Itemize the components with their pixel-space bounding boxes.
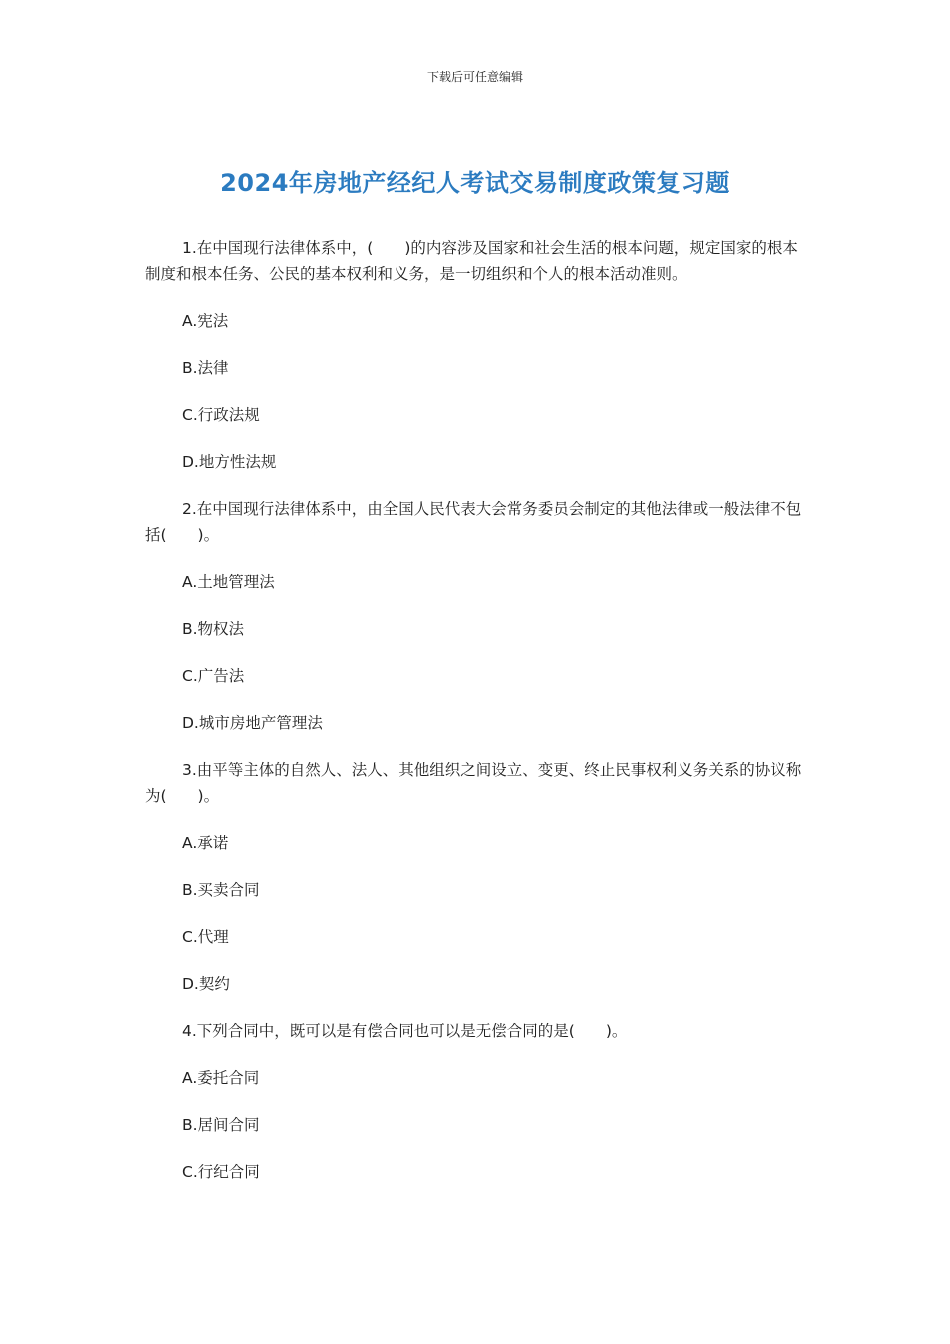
question-3-option-c: C.代理 bbox=[182, 928, 229, 946]
question-1-option-c: C.行政法规 bbox=[182, 406, 260, 424]
question-2: 2.在中国现行法律体系中，由全国人民代表大会常务委员会制定的其他法律或一般法律不包括( )。 bbox=[145, 500, 802, 544]
question-3-option-b: B.买卖合同 bbox=[182, 881, 260, 899]
question-3: 3.由平等主体的自然人、法人、其他组织之间设立、变更、终止民事权利义务关系的协议称为( )。 bbox=[145, 761, 802, 805]
question-1-option-d: D.地方性法规 bbox=[182, 453, 277, 471]
question-2-option-b: B.物权法 bbox=[182, 620, 245, 638]
question-1: 1.在中国现行法律体系中，( )的内容涉及国家和社会生活的根本问题，规定国家的根本制度和根本任务、公民的基本权利和义务，是一切组织和个人的根本活动准则。 bbox=[145, 239, 798, 283]
question-1-option-a: A.宪法 bbox=[182, 312, 229, 330]
question-3-option-a: A.承诺 bbox=[182, 834, 229, 852]
question-1-option-b: B.法律 bbox=[182, 359, 229, 377]
question-2-option-d: D.城市房地产管理法 bbox=[182, 714, 323, 732]
question-list bbox=[145, 235, 807, 1206]
question-3-option-d: D.契约 bbox=[182, 975, 230, 993]
question-4: 4.下列合同中，既可以是有偿合同也可以是无偿合同的是( )。 bbox=[182, 1022, 628, 1040]
header-note: 下载后可任意编辑 bbox=[426, 70, 523, 84]
question-2-option-a: A.土地管理法 bbox=[182, 573, 275, 591]
question-4-option-a: A.委托合同 bbox=[182, 1069, 260, 1087]
question-2-option-c: C.广告法 bbox=[182, 667, 245, 685]
question-4-option-c: C.行纪合同 bbox=[182, 1163, 260, 1181]
question-4-option-b: B.居间合同 bbox=[182, 1116, 260, 1134]
document-title: 2024年房地产经纪人考试交易制度政策复习题 bbox=[220, 169, 730, 197]
